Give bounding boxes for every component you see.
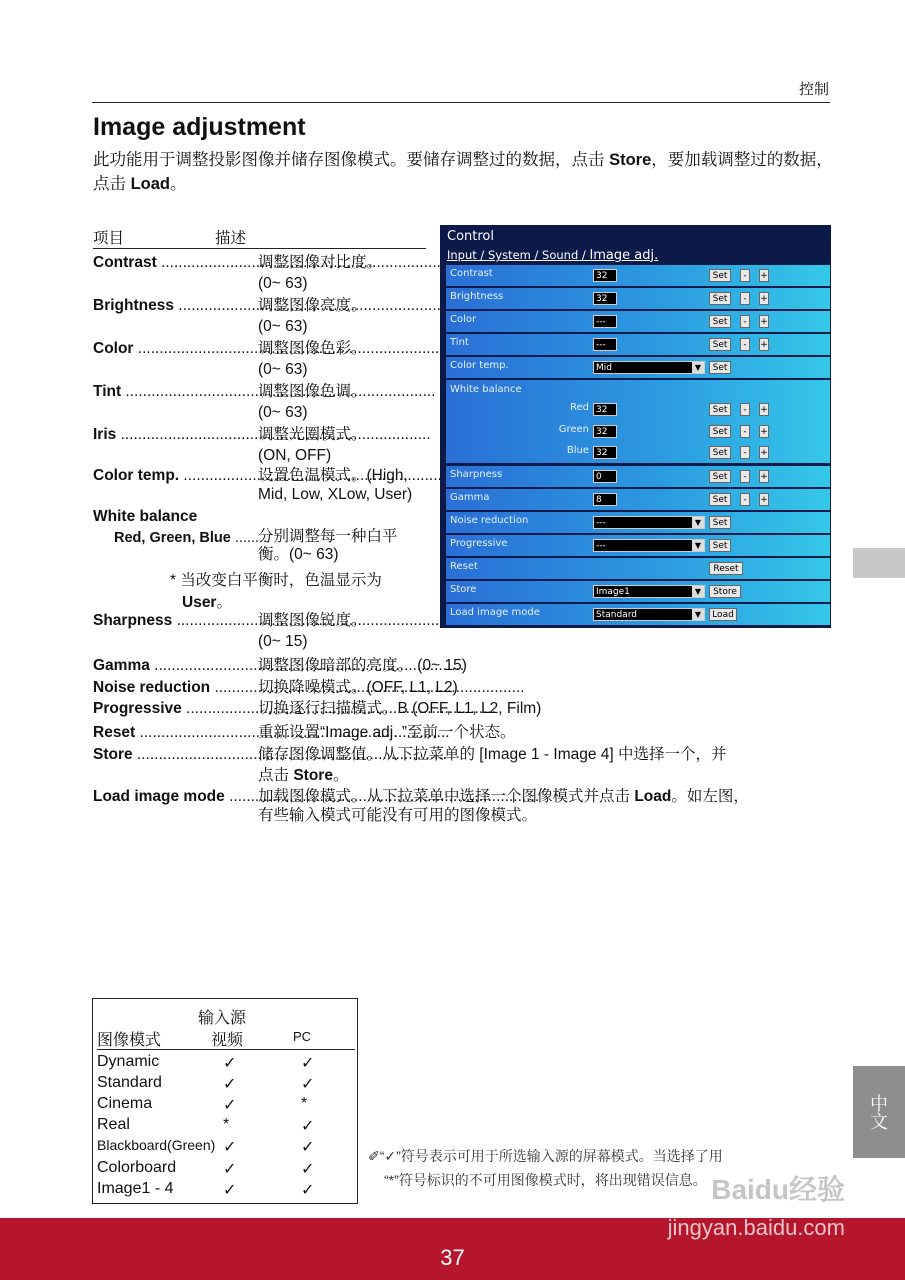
col-image-mode: 图像模式 — [97, 1032, 162, 1049]
color-temp-select[interactable]: Mid ▼ — [593, 361, 705, 374]
minus-button[interactable]: - — [740, 269, 750, 282]
tint-value[interactable]: --- — [593, 338, 617, 351]
page-number: 37 — [440, 1245, 465, 1270]
col-video: 视频 — [211, 1032, 244, 1049]
plus-button[interactable]: + — [760, 472, 768, 482]
col-desc: 描述 — [215, 230, 247, 247]
set-button[interactable]: Set — [709, 493, 731, 506]
load-button[interactable]: Load — [709, 608, 737, 621]
panel-row-gamma: Gamma 8 Set - + — [446, 489, 830, 510]
plus-button[interactable]: + — [760, 495, 768, 505]
minus-button[interactable]: - — [740, 292, 750, 305]
set-button[interactable]: Set — [709, 403, 731, 416]
sharpness-value[interactable]: 0 — [593, 470, 617, 483]
panel-title: Control — [447, 229, 494, 244]
table-row: Image1 - 4 ✓ ✓ — [97, 1180, 315, 1199]
chevron-down-icon[interactable]: ▼ — [692, 586, 704, 597]
set-button[interactable]: Set — [709, 269, 731, 282]
green-value[interactable]: 32 — [593, 425, 617, 438]
set-button[interactable]: Set — [709, 539, 731, 552]
white-balance-note-2: User。 — [182, 594, 232, 611]
breadcrumb[interactable]: Input / System / Sound / Image adj. — [447, 248, 659, 263]
table-header — [93, 226, 426, 248]
plus-button[interactable]: + — [760, 448, 768, 458]
panel-row-load: Load image mode Standard ▼ Load — [446, 604, 830, 625]
col-item: 项目 — [93, 230, 125, 247]
set-button[interactable]: Set — [709, 315, 731, 328]
control-panel — [440, 225, 831, 628]
panel-row-noise-reduction: Noise reduction --- ▼ Set — [446, 512, 830, 533]
panel-row-progressive: Progressive --- ▼ Set — [446, 535, 830, 556]
intro-paragraph: 此功能用于调整投影图像并储存图像模式。要储存调整过的数据，点击 Store，要加载调整过的数据，点击 Load。 — [93, 151, 833, 193]
panel-row-sharpness: Sharpness 0 Set - + — [446, 466, 830, 487]
footnote: ✐“✓”符号表示可用于所选输入源的屏幕模式。当选择了用 “*”符号标识的不可用图像模式时，将出现错误信息。 — [368, 1148, 723, 1188]
panel-row-color-temp: Color temp. Mid ▼ Set — [446, 357, 830, 378]
set-button[interactable]: Set — [709, 361, 731, 374]
white-balance-subterm: Red, Green, Blue ........ — [114, 530, 268, 546]
plus-button[interactable]: + — [760, 317, 768, 327]
minus-button[interactable]: - — [740, 446, 750, 459]
header-input-source: 输入源 — [198, 1010, 247, 1027]
load-select[interactable]: Standard ▼ — [593, 608, 705, 621]
table-row: Colorboard ✓ ✓ — [97, 1159, 315, 1178]
col-pc: PC — [293, 1029, 312, 1044]
white-balance-desc: 分别调整每一种白平 衡。(0~ 63) — [258, 528, 398, 563]
blue-value[interactable]: 32 — [593, 446, 617, 459]
table-row: Standard ✓ ✓ — [97, 1074, 315, 1093]
minus-button[interactable]: - — [740, 470, 750, 483]
red-value[interactable]: 32 — [593, 403, 617, 416]
panel-row-tint: Tint --- Set - + — [446, 334, 830, 355]
side-tab — [853, 548, 905, 578]
chevron-down-icon[interactable]: ▼ — [692, 540, 704, 551]
color-value[interactable]: --- — [593, 315, 617, 328]
gamma-value[interactable]: 8 — [593, 493, 617, 506]
chevron-down-icon[interactable]: ▼ — [692, 517, 704, 528]
plus-button[interactable]: + — [760, 294, 768, 304]
plus-button[interactable]: + — [760, 405, 768, 415]
table-rule — [97, 1049, 355, 1050]
table-row: Cinema ✓ * — [97, 1095, 308, 1114]
minus-button[interactable]: - — [740, 315, 750, 328]
table-rule — [93, 248, 426, 249]
set-button[interactable]: Set — [709, 446, 731, 459]
plus-button[interactable]: + — [760, 271, 768, 281]
set-button[interactable]: Set — [709, 292, 731, 305]
noise-reduction-select[interactable]: --- ▼ — [593, 516, 705, 529]
set-button[interactable]: Set — [709, 516, 731, 529]
source-table — [92, 998, 358, 1204]
table-row: Real * ✓ — [97, 1116, 315, 1135]
white-balance-heading: White balance — [93, 508, 198, 525]
panel-row-contrast: Contrast 32 Set - + — [446, 265, 830, 286]
plus-button[interactable]: + — [760, 340, 768, 350]
section-label: 控制 — [798, 81, 829, 98]
brightness-value[interactable]: 32 — [593, 292, 617, 305]
set-button[interactable]: Set — [709, 425, 731, 438]
watermark: Baidu经验 — [711, 1174, 845, 1205]
minus-button[interactable]: - — [740, 493, 750, 506]
minus-button[interactable]: - — [740, 425, 750, 438]
store-button[interactable]: Store — [709, 585, 741, 598]
minus-button[interactable]: - — [740, 403, 750, 416]
chevron-down-icon[interactable]: ▼ — [692, 609, 704, 620]
panel-row-color: Color --- Set - + — [446, 311, 830, 332]
panel-row-reset: Reset Reset — [446, 558, 830, 579]
panel-row-brightness: Brightness 32 Set - + — [446, 288, 830, 309]
plus-button[interactable]: + — [760, 427, 768, 437]
page-title: Image adjustment — [93, 113, 306, 141]
white-balance-note: * 当改变白平衡时，色温显示为 — [170, 572, 382, 589]
set-button[interactable]: Set — [709, 338, 731, 351]
reset-button[interactable]: Reset — [709, 562, 743, 575]
watermark-url: jingyan.baidu.com — [667, 1215, 845, 1240]
panel-white-balance: White balance Red 32 Set - + Green 32 Set - + Blue 32 Set - + — [446, 380, 830, 463]
table-row: Dynamic ✓ ✓ — [97, 1053, 315, 1072]
minus-button[interactable]: - — [740, 338, 750, 351]
panel-row-store: Store Image1 ▼ Store — [446, 581, 830, 602]
set-button[interactable]: Set — [709, 470, 731, 483]
chevron-down-icon[interactable]: ▼ — [692, 362, 704, 373]
language-tab[interactable]: 中文 — [853, 1066, 905, 1158]
contrast-value[interactable]: 32 — [593, 269, 617, 282]
header-rule — [92, 102, 830, 103]
progressive-select[interactable]: --- ▼ — [593, 539, 705, 552]
table-row: Blackboard(Green) ✓ ✓ — [97, 1137, 315, 1156]
store-select[interactable]: Image1 ▼ — [593, 585, 705, 598]
